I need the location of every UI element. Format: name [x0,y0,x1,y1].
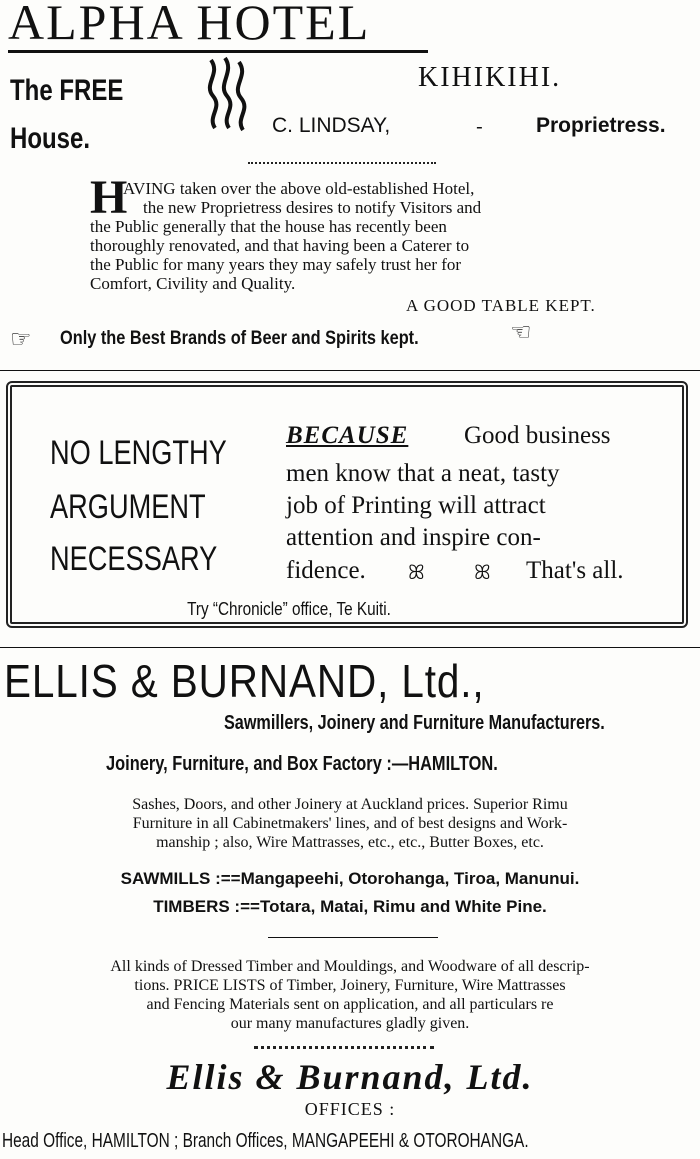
ellis-factory: Joinery, Furniture, and Box Factory :—HAMILTON. [106,753,498,775]
ellis-script-title: Ellis & Burnand, Ltd. [166,1057,534,1097]
free-house-line1: The FREE [10,74,124,107]
headline-line-0: NO LENGTHY [50,434,227,472]
sawmills-line: SAWMILLS :==Mangapeehi, Otorohanga, Tiroa, Manunui. [120,869,580,888]
alpha-body-line-1: the new Proprietress desires to notify Visitors and [143,198,482,217]
town-name: KIHIKIHI. [418,62,562,93]
best-brands: Only the Best Brands of Beer and Spirits kept. [60,328,419,349]
pointing-hand-left-icon: ☞ [10,325,32,353]
head-office-line: Head Office, HAMILTON ; Branch Offices, MANGAPEEHI & OTOROHANGA. [2,1130,529,1152]
ellis-para2-line-2: and Fencing Materials sent on application, and all particulars re [146,996,554,1013]
ellis-para1-line-1: Furniture in all Cabinetmakers' lines, and of best designs and Work- [132,815,568,832]
chronicle-footer: Try “Chronicle” office, Te Kuiti. [182,599,396,620]
alpha-body-line-3: thoroughly renovated, and that having been a Caterer to [90,236,470,255]
ellis-divider-1 [268,937,438,938]
ellis-subtitle: Sawmillers, Joinery and Furniture Manufacturers. [224,712,605,734]
chronicle-body-line-1: job of Printing will attract [286,492,546,519]
chronicle-body-last-a: fidence. [286,557,366,584]
title-underline [8,50,428,53]
flourish-ornament [203,56,253,132]
because-label: BECAUSE [286,422,409,449]
good-table-kept: A GOOD TABLE KEPT. [406,296,596,315]
proprietor-dash: - [476,114,483,138]
ellis-para2-line-3: our many manufactures gladly given. [230,1015,470,1032]
pointing-hand-right-icon: ☜ [510,318,532,346]
ellis-para1-line-2: manship ; also, Wire Mattrasses, etc., etc., Butter Boxes, etc. [156,834,544,851]
section-rule-2 [0,647,700,648]
alpha-body-line-5: Comfort, Civility and Quality. [90,274,296,293]
chronicle-body-last-b: That's all. [526,557,624,584]
alpha-title: ALPHA HOTEL [8,0,371,50]
drop-cap: H [90,171,128,224]
alpha-body-line-4: the Public for many years they may safely trust her for [90,255,462,274]
free-house-line2: House. [10,122,91,155]
ellis-para1-line-0: Sashes, Doors, and other Joinery at Auckland prices. Superior Rimu [132,796,568,813]
timbers-line: TIMBERS :==Totara, Matai, Rimu and White Pine. [153,897,547,916]
ornament-icon-1: ꕤ [408,560,425,584]
section-rule-1 [0,370,700,371]
chronicle-body-line-2: attention and inspire con- [286,524,541,551]
alpha-body-line-2: the Public generally that the house has recently been [90,217,447,236]
ornament-icon-2: ꕤ [474,560,491,584]
chronicle-body-line-0: men know that a neat, tasty [286,460,560,487]
proprietor-name: C. LINDSAY, [272,114,391,137]
headline-line-2: NECESSARY [50,540,218,578]
ellis-title: ELLIS & BURNAND, Ltd., [4,655,485,707]
proprietor-role: Proprietress. [536,114,666,137]
offices-label: OFFICES : [304,1099,396,1119]
ellis-para2-line-0: All kinds of Dressed Timber and Mouldings, and Woodware of all descrip- [110,958,590,975]
ellis-divider-2 [254,1046,434,1049]
alpha-divider [248,162,436,164]
headline-line-1: ARGUMENT [50,488,206,526]
ellis-para2-line-1: tions. PRICE LISTS of Timber, Joinery, Furniture, Wire Mattrasses [134,977,566,994]
chronicle-body-first: Good business [464,422,611,449]
alpha-body-line-0: AVING taken over the above old-established Hotel, [123,179,475,198]
